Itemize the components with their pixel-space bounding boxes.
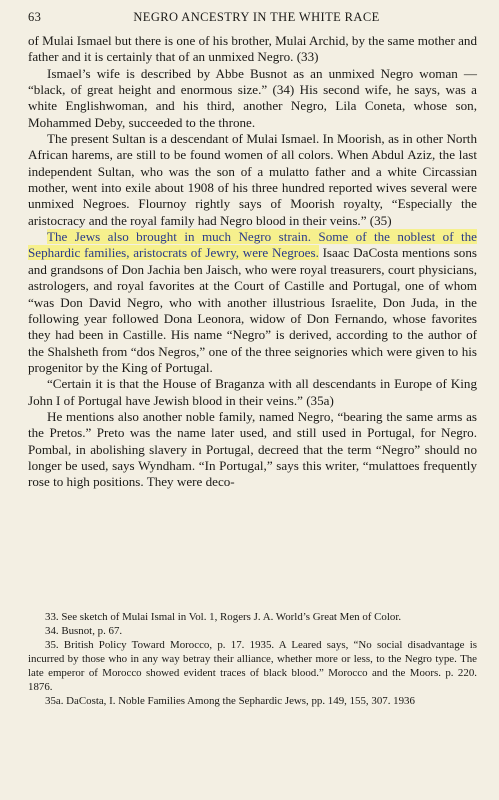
paragraph-1: of Mulai Ismael but there is one of his brother, Mulai Archid, by the same mother and father and it is certainly that of an unmixed Negro. (33) xyxy=(28,33,477,65)
footnote-35a: 35a. DaCosta, I. Noble Families Among the Sephardic Jews, pp. 149, 155, 307. 1936 xyxy=(45,695,415,707)
paragraph-4 xyxy=(28,229,477,376)
footnote-35: 35. British Policy Toward Morocco, p. 17. 1935. A Leared says, “No social disadvantage is incurred by those who in any way betray their alliance, whether more or less, to the Negro type. The late emperor of Morocco showed evident traces of black blood.” Morocco and the Moors. p. 220. 1876. xyxy=(28,639,477,693)
page-header xyxy=(28,10,477,25)
page-number: 63 xyxy=(28,10,42,24)
highlighted-passage: The Jews also brought in much Negro strain. Some of the noblest of the Sephardic families, aristocrats of Jewry, were Negroes. xyxy=(28,229,477,261)
paragraph-2: Ismael’s wife is described by Abbe Busnot as an unmixed Negro woman — “black, of great height and enormous size.” (34) His second wife, he says, was a white Englishwoman, and his third, another Negro, Lila Coneta, whose son, Mohammed Deby, succeeded to the throne. xyxy=(28,65,477,130)
paragraph-5: “Certain it is that the House of Braganza with all descendants in Europe of King John I of Portugal have Jewish blood in their veins.” (35a) xyxy=(28,376,477,408)
footnote-34: 34. Busnot, p. 67. xyxy=(45,625,123,637)
body-text xyxy=(28,33,477,491)
footnotes xyxy=(28,610,477,708)
paragraph-6: He mentions also another noble family, named Negro, “bearing the same arms as the Pretos.” Preto was the name later used, and still used in Portugal, for Negro. Pombal, in abolishing slavery in Portugal, decreed that the term “Negro” should no longer be used, says Wyndham. “In Portugal,” says this writer, “mulattoes frequently rose to high positions. They were deco- xyxy=(28,408,477,490)
paragraph-3: The present Sultan is a descendant of Mulai Ismael. In Moorish, as in other North African harems, are still to be found women of all colors. When Abdul Aziz, the last independent Sultan, who was the son of a mulatto father and a white Circassian mother, went into exile about 1908 of his three hundred reported wives several were unmixed Negroes. Flournoy rightly says of Moorish royalty, “Especially the aristocracy and the royal family had Negro blood in their veins.” (35) xyxy=(28,131,477,228)
footnote-33: 33. See sketch of Mulai Ismal in Vol. 1, Rogers J. A. World’s Great Men of Color. xyxy=(45,611,402,623)
running-title: NEGRO ANCESTRY IN THE WHITE RACE xyxy=(133,10,380,24)
paragraph-4-rest: Isaac DaCosta mentions sons and grandsons of Don Jachia ben Jaisch, who were royal treasurers, court physicians, astrologers, and royal favorites at the Court of Castille and Portugal, one of whom “was Don David Negro, who with another illustrious Israelite, Don Juda, in the following year followed Dona Leonora, widow of Don Fernando, whose favorites they had been in Castille. His name “Negro” is derived, according to the author of the Shalsheth from “dos Negros,” one of the three seignories which were given to his progenitor by the King of Portugal. xyxy=(28,245,477,375)
